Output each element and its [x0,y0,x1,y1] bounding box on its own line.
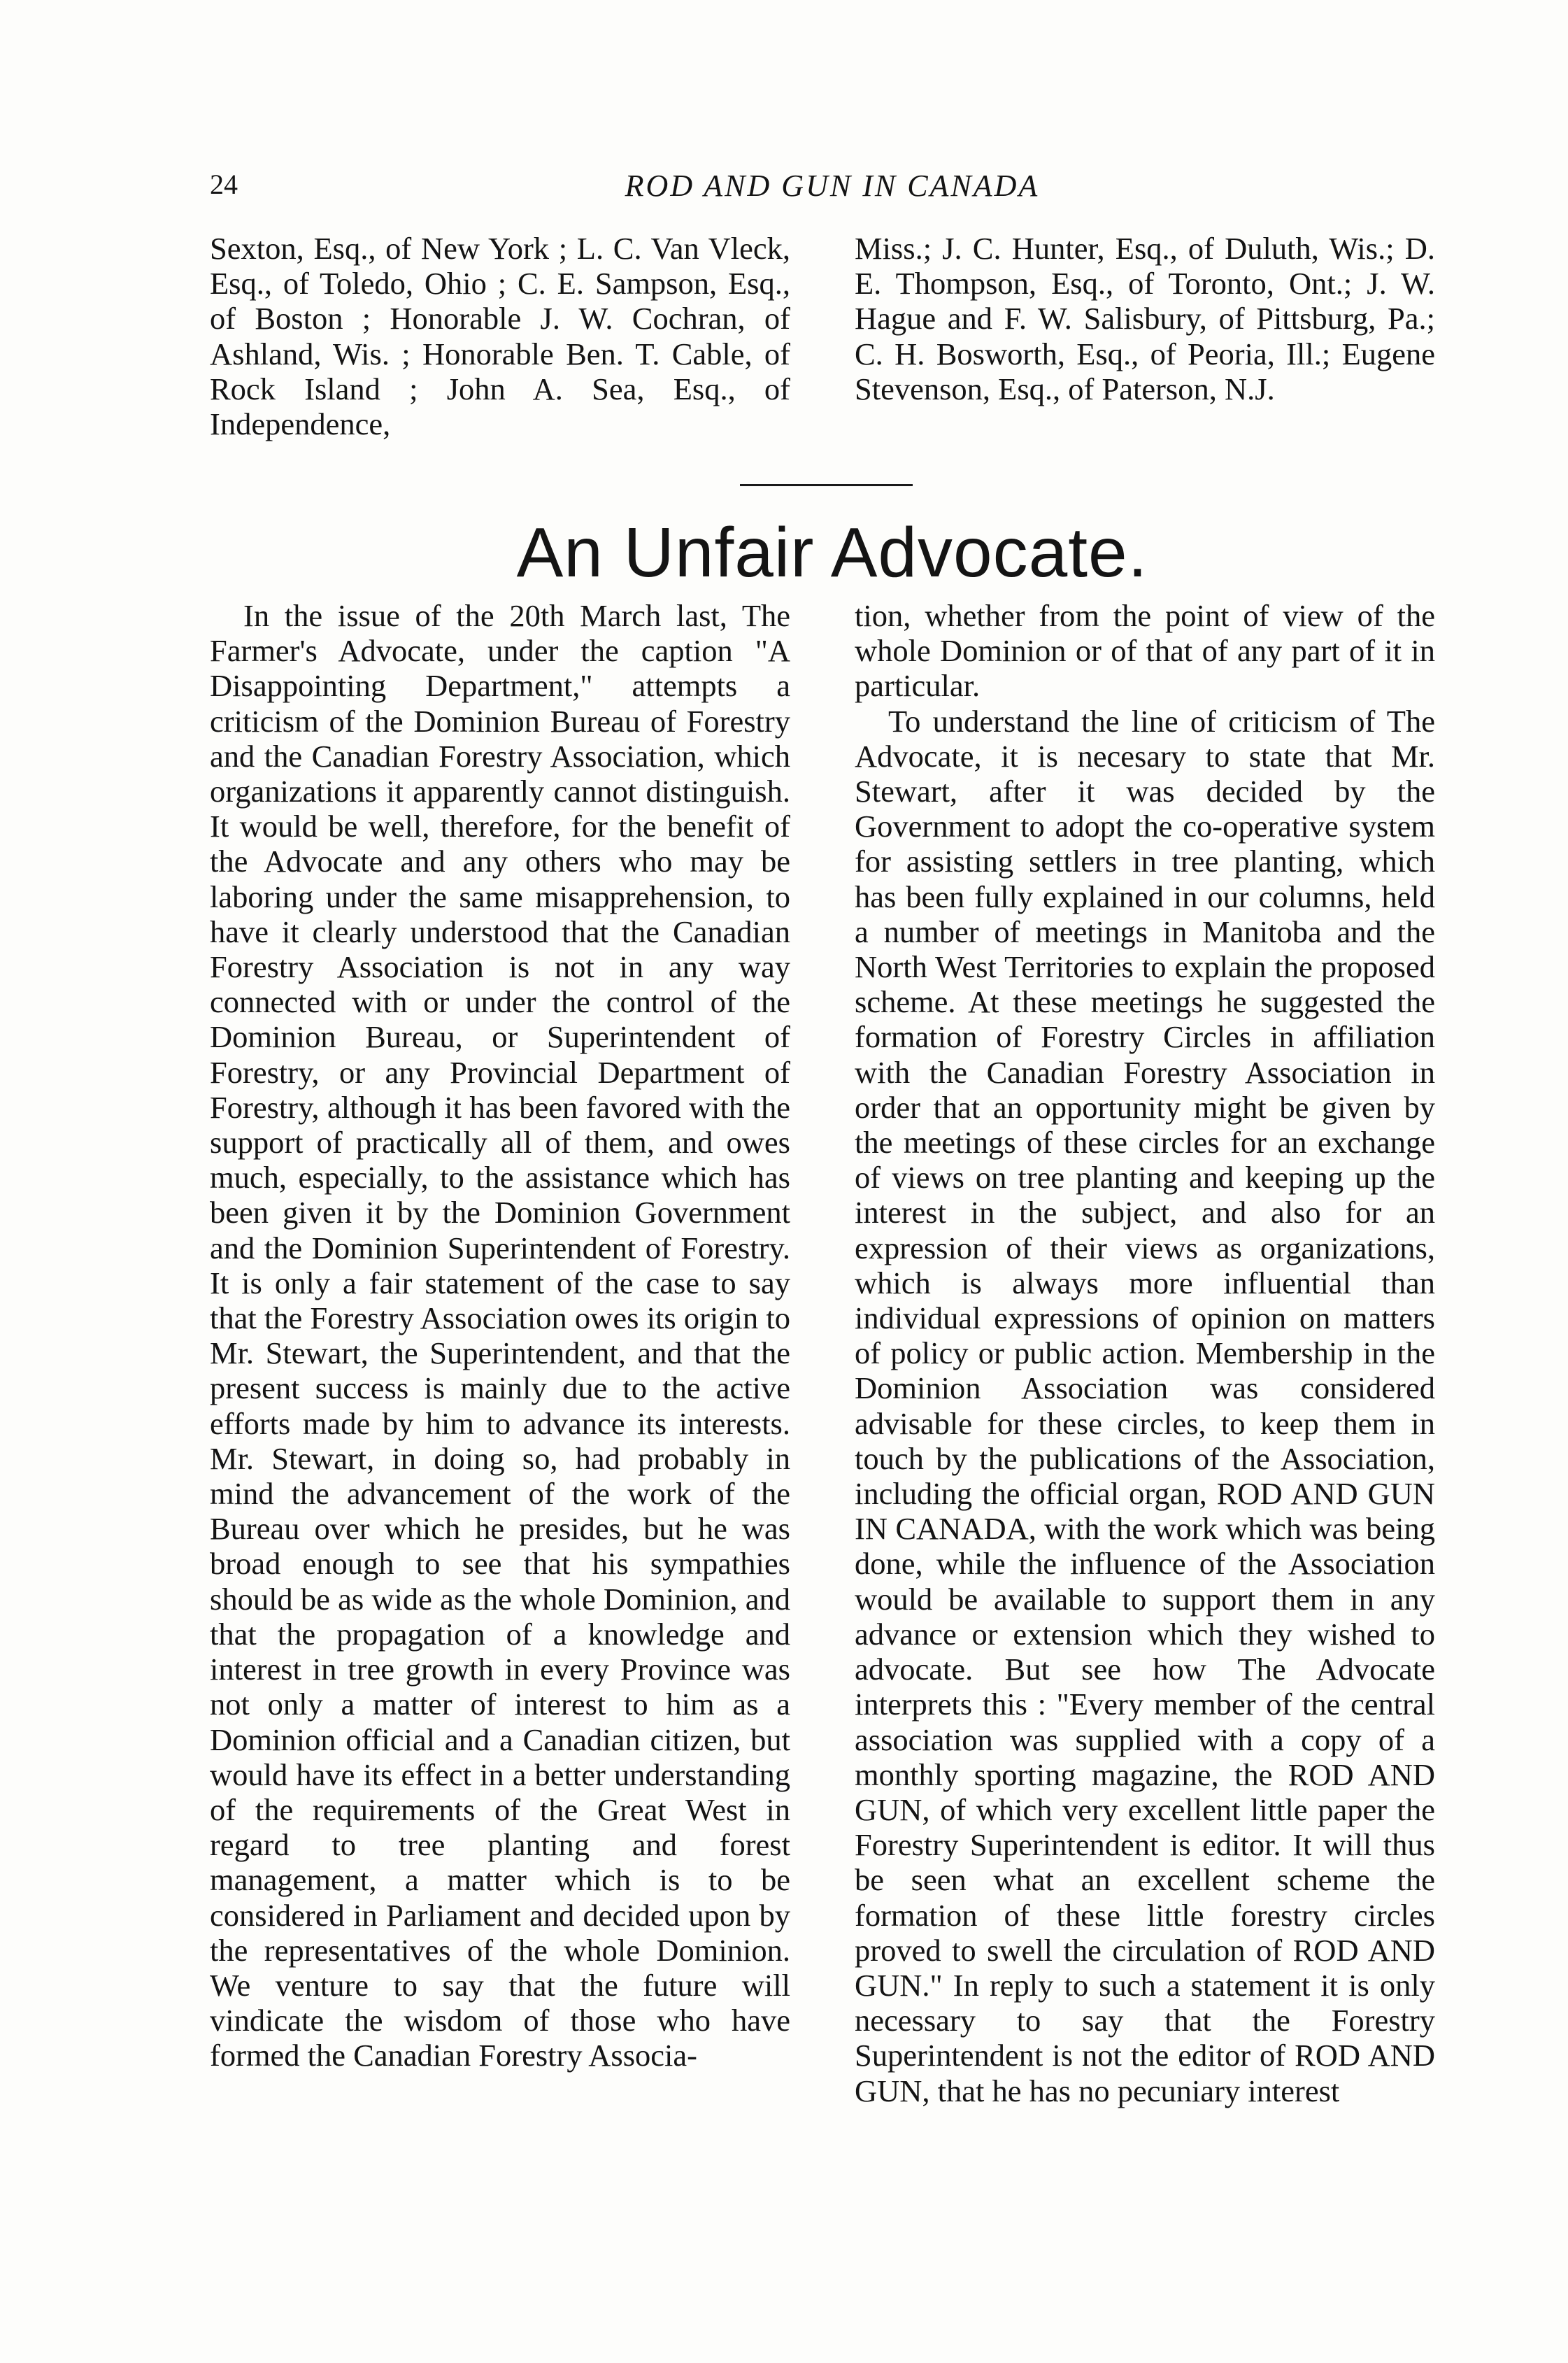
top-left-column [210,231,790,441]
running-title: ROD AND GUN IN CANADA [625,169,1040,203]
section-divider [740,484,913,486]
page-number: 24 [210,169,238,200]
top-left-paragraph: Sexton, Esq., of New York ; L. C. Van Vleck, Esq., of Toledo, Ohio ; C. E. Sampson, Esq., of Boston ; Honorable J. W. Cochran, of Ashland, Wis. ; Honorable Ben. T. Cable, of Rock Island ; John A. Sea, Esq., of Independence, [210,231,790,442]
top-right-paragraph: Miss.; J. C. Hunter, Esq., of Duluth, Wis.; D. E. Thompson, Esq., of Toronto, Ont.; J. W. Hague and F. W. Salisbury, of Pittsburg, Pa.; C. H. Bosworth, Esq., of Peoria, Ill.; Eugene Stevenson, Esq., of Paterson, N.J. [855,231,1435,406]
article-title: An Unfair Advocate. [516,513,1148,592]
article-left-column [210,598,790,2073]
article-paragraph-continued: tion, whether from the point of view of the whole Dominion or of that of any part of it in particular. [855,598,1435,704]
article-paragraph: To understand the line of criticism of The Advocate, it is necesary to state that Mr. Stewart, after it was decided by the Government to adopt the co-operative system for assisting settlers in tree planting, which has been fully explained in our columns, held a number of meetings in Manitoba and the North West Territories to explain the proposed scheme. At these meetings he suggested the formation of Forestry Circles in affiliation with the Canadian Forestry Association in order that an opportunity might be given by the meetings of these circles for an exchange of views on tree planting and keeping up the interest in the subject, and also for an expression of their views as organizations, which is always more influential than individual expressions of opinion on matters of policy or public action. Membership in the Dominion Association was considered advisable for these circles, to keep them in touch by the publications of the Association, including the official organ, ROD AND GUN IN CANADA, with the work which was being done, while the influence of the Association would be available to support them in any advance or extension which they wished to advocate. But see how The Advocate interprets this : "Every member of the central association was supplied with a copy of a monthly sporting magazine, the ROD AND GUN, of which very excellent little paper the Forestry Superintendent is editor. It will thus be seen what an excellent scheme the formation of these little forestry circles proved to swell the circulation of ROD AND GUN." In reply to such a statement it is only necessary to say that the Forestry Superintendent is not the editor of ROD AND GUN, that he has no pecuniary interest [855,703,1435,2108]
article-paragraph: In the issue of the 20th March last, The Farmer's Advocate, under the caption "A Disappointing Department," attempts a criticism of the Dominion Bureau of Forestry and the Canadian Forestry Association, which organizations it apparently cannot distinguish. It would be well, therefore, for the benefit of the Advocate and any others who may be laboring under the same misapprehension, to have it clearly understood that the Canadian Forestry Association is not in any way connected with or under the control of the Dominion Bureau, or Superintendent of Forestry, or any Provincial Department of Forestry, although it has been favored with the support of practically all of them, and owes much, especially, to the assistance which has been given it by the Dominion Government and the Dominion Superintendent of Forestry. It is only a fair statement of the case to say that the Forestry Association owes its origin to Mr. Stewart, the Superintendent, and that the present success is mainly due to the active efforts made by him to advance its interests. Mr. Stewart, in doing so, had probably in mind the advancement of the work of the Bureau over which he presides, but he was broad enough to see that his sympathies should be as wide as the whole Dominion, and that the propagation of a knowledge and interest in tree growth in every Province was not only a matter of interest to him as a Dominion official and a Canadian citizen, but would have its effect in a better understanding of the requirements of the Great West in regard to tree planting and forest management, a matter which is to be considered in Parliament and decided upon by the representatives of the whole Dominion. We venture to say that the future will vindicate the wisdom of those who have formed the Canadian Forestry Associa- [210,598,790,2073]
top-right-column [855,231,1435,406]
article-right-column [855,598,1435,2108]
